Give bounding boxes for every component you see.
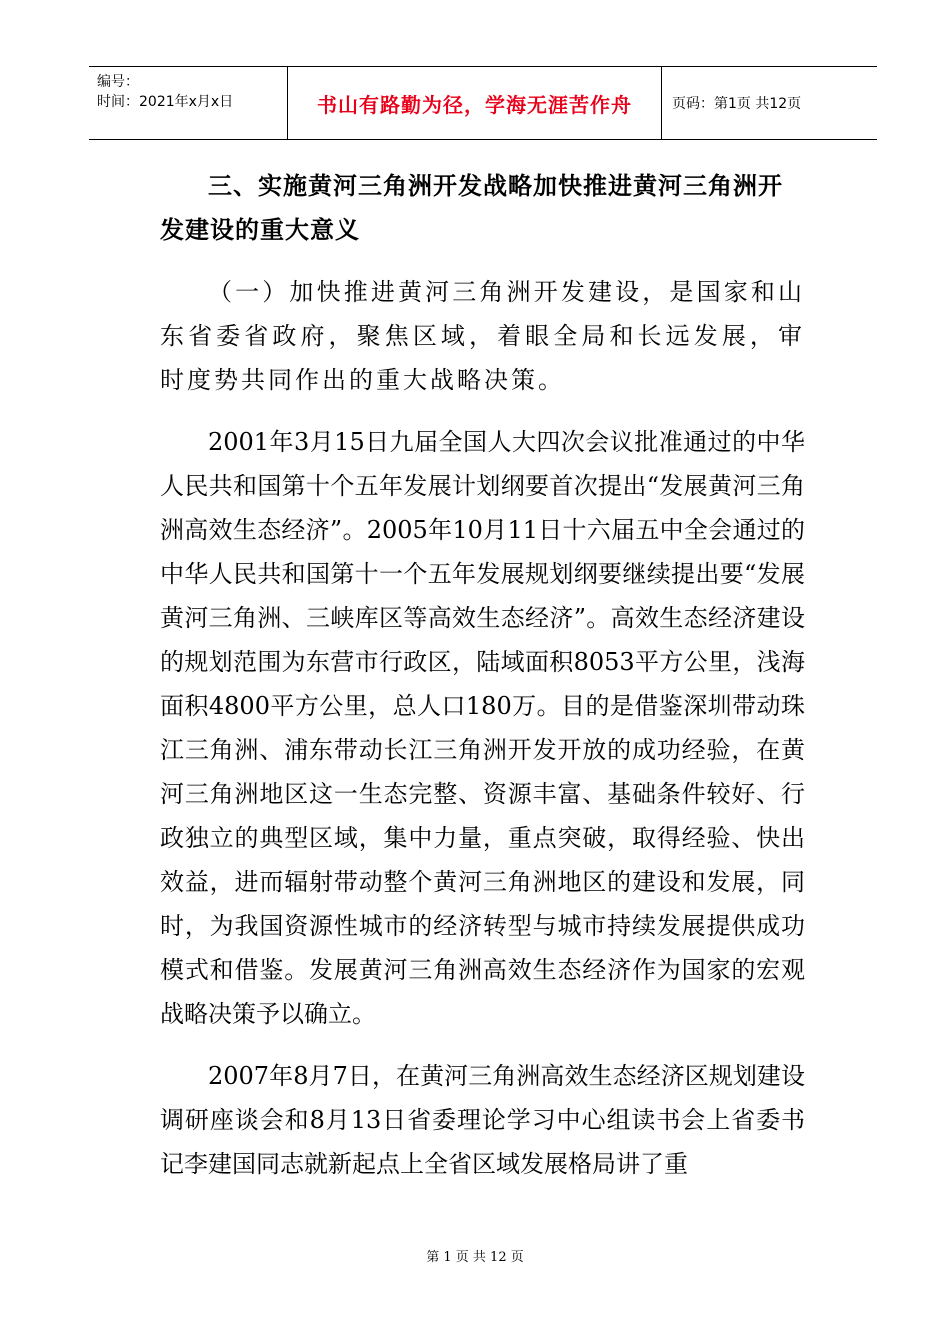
subheading-paragraph: （一）加快推进黄河三角洲开发建设，是国家和山东省委省政府，聚焦区域，着眼全局和长远发展，审时度势共同作出的重大战略决策。 (160, 278, 805, 394)
time-label: 时间：2021年x月x日 (97, 94, 234, 110)
header-page-info: 页码：第1页 共12页 (672, 96, 802, 112)
document-header (89, 66, 877, 140)
section-title: 三、实施黄河三角洲开发战略加快推进黄河三角洲开发建设的重大意义 (160, 172, 783, 244)
spacer (160, 1036, 805, 1054)
body-paragraph: 2001年3月15日九届全国人大四次会议批准通过的中华人民共和国第十个五年发展计划纲要首次提出“发展黄河三角洲高效生态经济”。2005年10月11日十六届五中全会通过的中华人民共和国第十一个五年发展规划纲要继续提出要“发展黄河三角洲、三峡库区等高效生态经济”。高效生态经济建设的规划范围为东营市行政区，陆域面积8053平方公里，浅海面积4800平方公里，总人口180万。目的是借鉴深圳带动珠江三角洲、浦东带动长江三角洲开发开放的成功经验，在黄河三角洲地区这一生态完整、资源丰富、基础条件较好、行政独立的典型区域，集中力量，重点突破，取得经验、快出效益，进而辐射带动整个黄河三角洲地区的建设和发展，同时，为我国资源性城市的经济转型与城市持续发展提供成功模式和借鉴。发展黄河三角洲高效生态经济作为国家的宏观战略决策予以确立。 (160, 428, 805, 1028)
spacer (160, 402, 805, 420)
document-body (160, 164, 805, 1186)
number-label: 编号： (97, 74, 139, 90)
header-motto: 书山有路勤为径，学海无涯苦作舟 (287, 67, 662, 139)
spacer (160, 252, 805, 270)
page-footer: 第 1 页 共 12 页 (426, 1250, 524, 1265)
body-paragraph: 2007年8月7日，在黄河三角洲高效生态经济区规划建设调研座谈会和8月13日省委理论学习中心组读书会上省委书记李建国同志就新起点上全省区域发展格局讲了重 (160, 1062, 805, 1178)
header-meta (89, 67, 287, 139)
